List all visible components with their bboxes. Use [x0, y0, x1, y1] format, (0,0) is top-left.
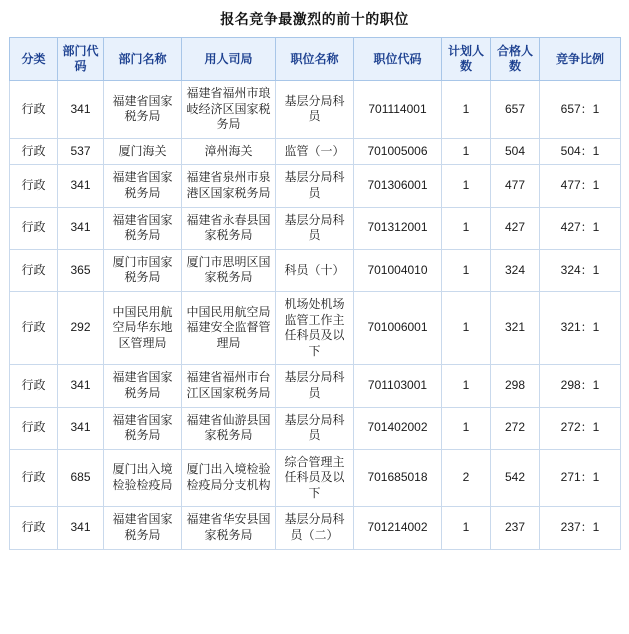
- column-header-employing-bureau: 用人司局: [182, 38, 276, 81]
- cell-planned-count: 1: [442, 291, 491, 364]
- cell-position-name: 机场处机场监管工作主任科员及以下: [276, 291, 354, 364]
- table-row: [10, 407, 621, 449]
- cell-department-code: 341: [58, 507, 104, 549]
- table-row: [10, 449, 621, 507]
- cell-position-code: 701214002: [354, 507, 442, 549]
- cell-department-code: 292: [58, 291, 104, 364]
- cell-employing-bureau: 厦门出入境检验检疫局分支机构: [182, 449, 276, 507]
- table-row: [10, 207, 621, 249]
- competition-ranking-table: [9, 37, 621, 550]
- cell-position-code: 701114001: [354, 81, 442, 139]
- column-header-planned-count: 计划人数: [442, 38, 491, 81]
- cell-position-name: 基层分局科员: [276, 407, 354, 449]
- column-header-department-name: 部门名称: [104, 38, 182, 81]
- cell-position-code: 701685018: [354, 449, 442, 507]
- cell-qualified-count: 657: [491, 81, 540, 139]
- cell-position-code: 701402002: [354, 407, 442, 449]
- cell-employing-bureau: 福建省永春县国家税务局: [182, 207, 276, 249]
- cell-position-name: 基层分局科员: [276, 81, 354, 139]
- cell-position-name: 基层分局科员: [276, 165, 354, 207]
- cell-qualified-count: 477: [491, 165, 540, 207]
- cell-department-code: 365: [58, 249, 104, 291]
- table-row: [10, 81, 621, 139]
- cell-department-code: 537: [58, 138, 104, 165]
- cell-employing-bureau: 福建省福州市琅岐经济区国家税务局: [182, 81, 276, 139]
- cell-position-name: 基层分局科员: [276, 207, 354, 249]
- cell-category: 行政: [10, 207, 58, 249]
- page-title: 报名竞争最激烈的前十的职位: [220, 11, 409, 27]
- cell-position-name: 监管（一）: [276, 138, 354, 165]
- cell-position-name: 综合管理主任科员及以下: [276, 449, 354, 507]
- cell-category: 行政: [10, 291, 58, 364]
- table-row: [10, 249, 621, 291]
- cell-category: 行政: [10, 138, 58, 165]
- cell-planned-count: 2: [442, 449, 491, 507]
- table-row: [10, 165, 621, 207]
- cell-competition-ratio: 324：1: [540, 249, 621, 291]
- cell-competition-ratio: 427：1: [540, 207, 621, 249]
- cell-competition-ratio: 321：1: [540, 291, 621, 364]
- cell-competition-ratio: 504：1: [540, 138, 621, 165]
- cell-category: 行政: [10, 449, 58, 507]
- cell-position-code: 701005006: [354, 138, 442, 165]
- cell-competition-ratio: 657：1: [540, 81, 621, 139]
- cell-planned-count: 1: [442, 249, 491, 291]
- cell-category: 行政: [10, 507, 58, 549]
- table-header-row: [10, 38, 621, 81]
- cell-department-code: 341: [58, 81, 104, 139]
- cell-qualified-count: 321: [491, 291, 540, 364]
- table-row: [10, 507, 621, 549]
- cell-competition-ratio: 477：1: [540, 165, 621, 207]
- table-row: [10, 138, 621, 165]
- cell-department-name: 中国民用航空局华东地区管理局: [104, 291, 182, 364]
- column-header-qualified-count: 合格人数: [491, 38, 540, 81]
- cell-qualified-count: 504: [491, 138, 540, 165]
- cell-qualified-count: 298: [491, 365, 540, 407]
- cell-category: 行政: [10, 365, 58, 407]
- column-header-position-name: 职位名称: [276, 38, 354, 81]
- cell-department-name: 福建省国家税务局: [104, 81, 182, 139]
- cell-position-code: 701006001: [354, 291, 442, 364]
- cell-department-code: 341: [58, 207, 104, 249]
- cell-planned-count: 1: [442, 81, 491, 139]
- cell-department-name: 厦门出入境检验检疫局: [104, 449, 182, 507]
- cell-employing-bureau: 福建省福州市台江区国家税务局: [182, 365, 276, 407]
- cell-planned-count: 1: [442, 365, 491, 407]
- cell-department-name: 福建省国家税务局: [104, 165, 182, 207]
- cell-planned-count: 1: [442, 507, 491, 549]
- cell-department-name: 福建省国家税务局: [104, 407, 182, 449]
- cell-qualified-count: 542: [491, 449, 540, 507]
- cell-employing-bureau: 中国民用航空局福建安全监督管理局: [182, 291, 276, 364]
- cell-department-code: 341: [58, 165, 104, 207]
- cell-category: 行政: [10, 407, 58, 449]
- cell-planned-count: 1: [442, 207, 491, 249]
- table-header: [10, 38, 621, 81]
- cell-employing-bureau: 福建省华安县国家税务局: [182, 507, 276, 549]
- cell-department-code: 341: [58, 407, 104, 449]
- column-header-competition-ratio: 竞争比例: [540, 38, 621, 81]
- cell-category: 行政: [10, 81, 58, 139]
- cell-qualified-count: 324: [491, 249, 540, 291]
- cell-position-name: 基层分局科员（二）: [276, 507, 354, 549]
- cell-category: 行政: [10, 165, 58, 207]
- cell-department-code: 341: [58, 365, 104, 407]
- cell-department-name: 福建省国家税务局: [104, 365, 182, 407]
- cell-department-name: 福建省国家税务局: [104, 507, 182, 549]
- cell-position-code: 701103001: [354, 365, 442, 407]
- table-row: [10, 365, 621, 407]
- cell-department-name: 厦门海关: [104, 138, 182, 165]
- cell-position-name: 基层分局科员: [276, 365, 354, 407]
- cell-competition-ratio: 271：1: [540, 449, 621, 507]
- cell-department-name: 福建省国家税务局: [104, 207, 182, 249]
- cell-position-code: 701306001: [354, 165, 442, 207]
- table-body: [10, 81, 621, 550]
- cell-position-code: 701312001: [354, 207, 442, 249]
- column-header-department-code: 部门代码: [58, 38, 104, 81]
- table-container: [0, 37, 629, 550]
- column-header-position-code: 职位代码: [354, 38, 442, 81]
- cell-qualified-count: 237: [491, 507, 540, 549]
- cell-qualified-count: 272: [491, 407, 540, 449]
- cell-employing-bureau: 厦门市思明区国家税务局: [182, 249, 276, 291]
- cell-position-code: 701004010: [354, 249, 442, 291]
- cell-planned-count: 1: [442, 138, 491, 165]
- cell-qualified-count: 427: [491, 207, 540, 249]
- cell-employing-bureau: 福建省泉州市泉港区国家税务局: [182, 165, 276, 207]
- table-row: [10, 291, 621, 364]
- cell-category: 行政: [10, 249, 58, 291]
- cell-employing-bureau: 漳州海关: [182, 138, 276, 165]
- cell-planned-count: 1: [442, 165, 491, 207]
- cell-department-name: 厦门市国家税务局: [104, 249, 182, 291]
- cell-position-name: 科员（十）: [276, 249, 354, 291]
- cell-employing-bureau: 福建省仙游县国家税务局: [182, 407, 276, 449]
- cell-planned-count: 1: [442, 407, 491, 449]
- cell-competition-ratio: 298：1: [540, 365, 621, 407]
- cell-competition-ratio: 272：1: [540, 407, 621, 449]
- cell-department-code: 685: [58, 449, 104, 507]
- column-header-category: 分类: [10, 38, 58, 81]
- cell-competition-ratio: 237：1: [540, 507, 621, 549]
